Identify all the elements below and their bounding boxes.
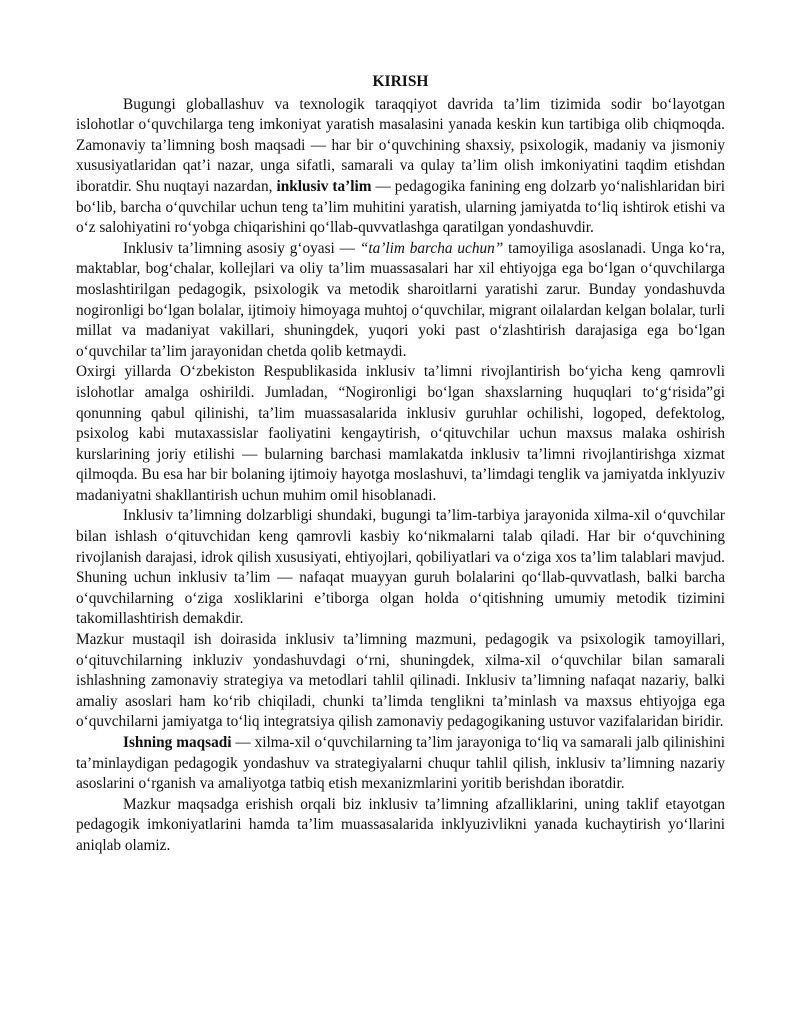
paragraph-3 [76, 362, 725, 506]
text-run: Inklusiv ta’limning dolzarbligi shundaki, bugungi ta’lim-tarbiya jarayonida xilma-xil o‘quvchilar bilan ishlash o‘qituvchidan keng qamrovli kasbiy ko‘nikmalarni talab qiladi. Har bir o‘quvchining rivojlanish darajasi, idrok qilish xususiyati, ehtiyojlari, qobiliyatlari va o‘ziga xos ta’lim talablari mavjud. Shuning uchun inklusiv ta’lim — nafaqat muayyan guruh bolalarini qo‘llab-quvvatlash, balki barcha o‘quvchilarning o‘ziga xosliklarini e’tiborga olgan holda o‘qitishning umumiy metodik tizimini takomillashtirish demakdir. [76, 507, 725, 628]
emphasis-bold: inklusiv ta’lim [276, 177, 372, 195]
text-run: Bugungi globallashuv va texnologik taraqqiyot davrida ta’lim tizimida sodir bo‘layotgan islohotlar o‘quvchilarga teng imkoniyat yaratish masalasini yanada keskin kun tartibiga olib chiqmoqda. Zamonaviy ta’limning bosh maqsadi — har bir o‘quvchining shaxsiy, psixologik, madaniy va jismoniy xususiyatlaridan qat’i nazar, unga sifatli, samarali va qulay ta’lim olish imkoniyatini taqdim etishdan iboratdir. Shu nuqtayi nazardan, [76, 95, 725, 195]
paragraph-4 [76, 506, 725, 630]
text-run: Inklusiv ta’limning asosiy g‘oyasi — [123, 239, 360, 257]
document-title: KIRISH [372, 73, 429, 90]
text-run: — pedagogika fanining eng dolzarb yo‘nalishlaridan biri bo‘lib, barcha o‘quvchilar uchun teng ta’lim muhitini yaratish, ularning jamiyatda to‘liq ishtirok etishi va o‘z salohiyatini ro‘yobga chiqarishini qo‘llab-quvvatlashga qaratilgan yondashuvdir. [76, 177, 725, 237]
text-run: Mazkur maqsadga erishish orqali biz inklusiv ta’limning afzalliklarini, uning taklif etayotgan pedagogik imkoniyatlarini hamda ta’lim muassasalarida inklyuzivlikni yanada kuchaytirish yo‘llarini aniqlab olamiz. [76, 795, 725, 854]
paragraph-6 [76, 733, 725, 795]
paragraph-5 [76, 630, 725, 733]
text-run: Mazkur mustaqil ish doirasida inklusiv ta’limning mazmuni, pedagogik va psixologik tamoyillari, o‘qituvchilarning inkluziv yondashuvdagi o‘rni, shuningdek, xilma-xil o‘quvchilar bilan samarali ishlashning zamonaviy strategiya va metodlari tahlil qilinadi. Inklusiv ta’limning nafaqat nazariy, balki amaliy asoslari ham ko‘rib chiqiladi, chunki ta’limda tenglikni ta’minlash va maxsus ehtiyojga ega o‘quvchilarni jamiyatga to‘liq integratsiya qilish zamonaviy pedagogikaning ustuvor vazifalaridan biridir. [76, 631, 725, 731]
paragraph-7 [76, 795, 725, 857]
text-run: Oxirgi yillarda O‘zbekiston Respublikasida inklusiv ta’limni rivojlantirish bo‘yicha keng qamrovli islohotlar amalga oshirildi. Jumladan, “Nogironligi bo‘lgan shaxslarning huquqlari to‘g‘risida”gi qonunning qabul qilinishi, ta’lim muassasalarida inklusiv guruhlar ochilishi, logoped, defektolog, psixolog kabi mutaxassislar faoliyatini kengaytirish, o‘qituvchilar uchun maxsus malaka oshirish kurslarining joriy etilishi — bularning barchasi mamlakatda inklusiv ta’limni rivojlantirishga xizmat qilmoqda. Bu esa har bir bolaning ijtimoiy hayotga moslashuvi, ta’limdagi tenglik va jamiyatda inklyuziv madaniyatni shakllantirish uchun muhim omil hisoblanadi. [76, 363, 725, 504]
paragraph-2 [76, 239, 725, 363]
text-run: — xilma-xil o‘quvchilarning ta’lim jarayoniga to‘liq va samarali jalb qilinishini ta’minlaydigan pedagogik yondashuv va strategiyalarni chuqur tahlil qilish, inklusiv ta’limning nazariy asoslarini o‘rganish va amaliyotga tatbiq etish mexanizmlarini yoritib berishdan iboratdir. [76, 734, 725, 793]
emphasis-bold: Ishning maqsadi [123, 734, 232, 751]
document-page [76, 72, 725, 857]
emphasis-italic: “ta’lim barcha uchun” [359, 239, 504, 257]
document-body [76, 95, 725, 857]
paragraph-1 [76, 95, 725, 239]
text-run: tamoyiliga asoslanadi. Unga ko‘ra, maktablar, bog‘chalar, kollejlari va oliy ta’lim muassasalari har xil ehtiyojga ega bo‘lgan o‘quvchilarga moslashtirilgan pedagogik, psixologik va metodik sharoitlarni yaratishi zarur. Bunday yondashuvda nogironligi bo‘lgan bolalar, ijtimoiy himoyaga muhtoj o‘quvchilar, migrant oilalardan kelgan bolalar, turli millat va madaniyat vakillari, shuningdek, yuqori yoki past o‘zlashtirish darajasiga ega bo‘lgan o‘quvchilar ta’lim jarayonidan chetda qolib ketmaydi. [76, 239, 726, 360]
